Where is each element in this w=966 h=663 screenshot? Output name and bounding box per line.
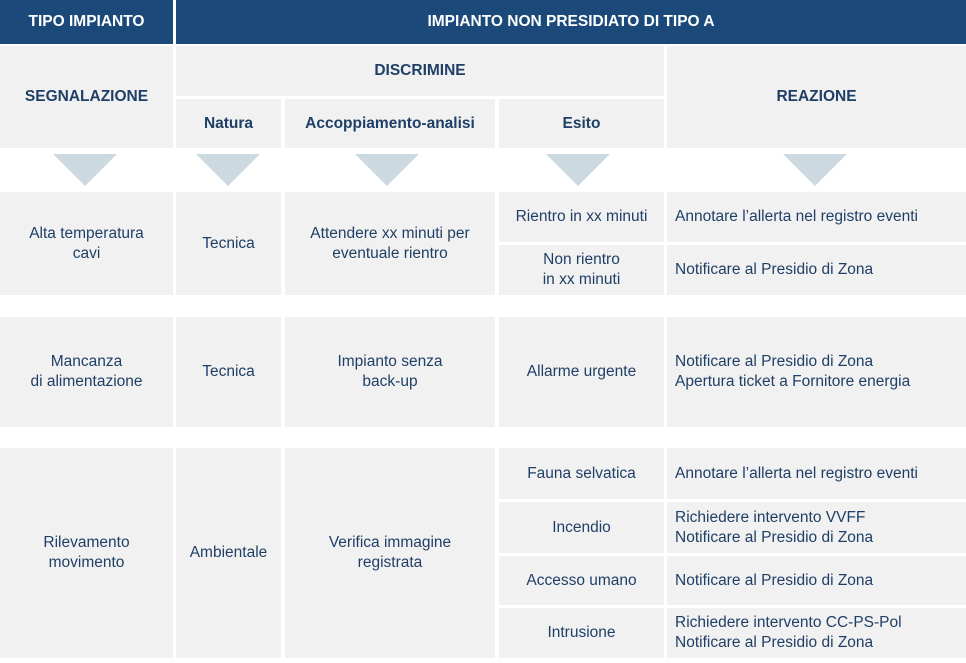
down-triangle-icon (355, 154, 419, 186)
down-triangle-icon (546, 154, 610, 186)
row2-esito-1: Allarme urgente (499, 317, 664, 427)
row3-esito-1: Fauna selvatica (499, 448, 664, 499)
row1-esito-1: Rientro in xx minuti (499, 192, 664, 242)
down-triangle-icon (783, 154, 847, 186)
row2-reazione-1: Notificare al Presidio di Zona Apertura ticket a Fornitore energia (667, 317, 966, 427)
reazione-header: REAZIONE (667, 46, 966, 148)
down-triangle-icon (53, 154, 117, 186)
row3-segnalazione: Rilevamento movimento (0, 448, 173, 658)
row3-accoppiamento: Verifica immagine registrata (285, 448, 495, 658)
row3-reazione-4: Richiedere intervento CC-PS-Pol Notificare al Presidio di Zona (667, 608, 966, 658)
row3-esito-2: Incendio (499, 502, 664, 553)
row2-natura: Tecnica (176, 317, 281, 427)
discrimine-header: DISCRIMINE (176, 46, 664, 96)
segnalazione-header: SEGNALAZIONE (0, 46, 173, 148)
row1-natura: Tecnica (176, 192, 281, 295)
row1-reazione-2: Notificare al Presidio di Zona (667, 245, 966, 295)
row1-accoppiamento: Attendere xx minuti per eventuale rientro (285, 192, 495, 295)
row3-esito-3: Accesso umano (499, 556, 664, 605)
row3-reazione-3: Notificare al Presidio di Zona (667, 556, 966, 605)
row1-reazione-1: Annotare l’allerta nel registro eventi (667, 192, 966, 242)
tipo-impianto-label: TIPO IMPIANTO (0, 0, 173, 44)
row2-segnalazione: Mancanza di alimentazione (0, 317, 173, 427)
natura-header: Natura (176, 99, 281, 148)
down-triangle-icon (196, 154, 260, 186)
row3-esito-4: Intrusione (499, 608, 664, 658)
esito-header: Esito (499, 99, 664, 148)
row3-reazione-2: Richiedere intervento VVFF Notificare al Presidio di Zona (667, 502, 966, 553)
accoppiamento-header: Accoppiamento-analisi (285, 99, 495, 148)
row1-esito-2: Non rientro in xx minuti (499, 245, 664, 295)
row3-natura: Ambientale (176, 448, 281, 658)
tipo-impianto-value: IMPIANTO NON PRESIDIATO DI TIPO A (176, 0, 966, 44)
row1-segnalazione: Alta temperatura cavi (0, 192, 173, 295)
row3-reazione-1: Annotare l’allerta nel registro eventi (667, 448, 966, 499)
row2-accoppiamento: Impianto senza back-up (285, 317, 495, 427)
